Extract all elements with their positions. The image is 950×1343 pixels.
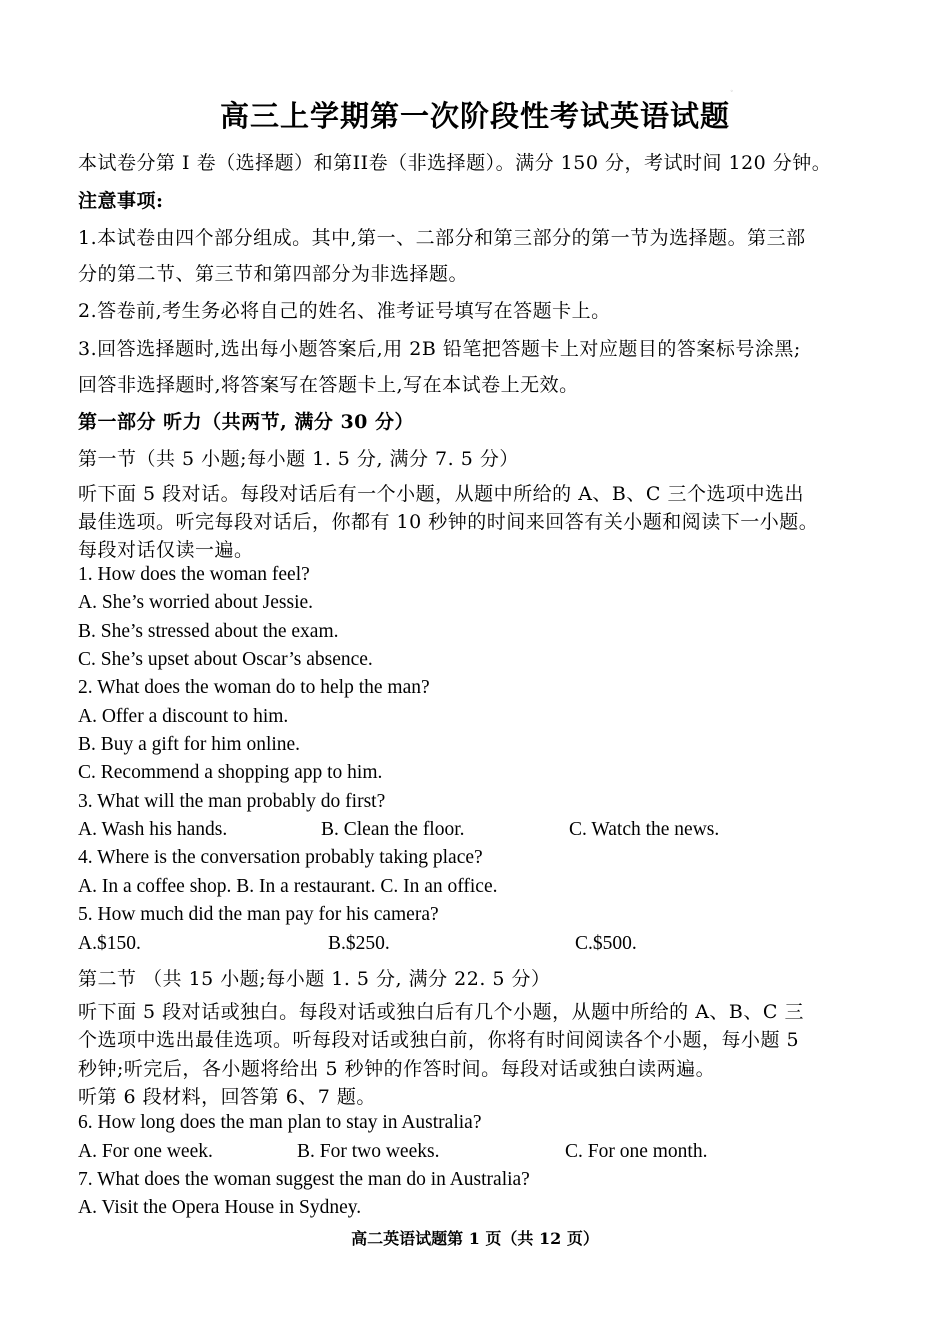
q6-option-b: B. For two weeks.: [297, 1141, 440, 1162]
q5-option-b: B.$250.: [328, 933, 390, 954]
q3-option-b: B. Clean the floor.: [321, 819, 465, 840]
q3-option-c: C. Watch the news.: [569, 819, 720, 840]
q1-option-c: C. She’s upset about Oscar’s absence.: [78, 649, 373, 670]
section1-instr-3: 每段对话仅读一遍。: [78, 539, 254, 561]
section1-instr-1: 听下面 5 段对话。每段对话后有一个小题，从题中所给的 A、B、C 三个选项中选出: [78, 483, 804, 505]
note-2: 2.答卷前,考生务必将自己的姓名、准考证号填写在答题卡上。: [78, 300, 611, 322]
section2-instr-3: 秒钟;听完后，各小题将给出 5 秒钟的作答时间。每段对话或独白读两遍。: [78, 1058, 716, 1080]
note-1-line-1: 1.本试卷由四个部分组成。其中,第一、二部分和第三部分的第一节为选择题。第三部: [78, 227, 806, 249]
q4-stem: 4. Where is the conversation probably taking place?: [78, 847, 483, 868]
q3-option-a: A. Wash his hands.: [78, 819, 228, 840]
section2-instr-1: 听下面 5 段对话或独白。每段对话或独白后有几个小题，从题中所给的 A、B、C 三: [78, 1001, 804, 1023]
note-3-line-2: 回答非选择题时,将答案写在答题卡上,写在本试卷上无效。: [78, 374, 579, 396]
page-title: 高三上学期第一次阶段性考试英语试题: [219, 99, 730, 133]
q2-option-b: B. Buy a gift for him online.: [78, 734, 301, 755]
q6-stem: 6. How long does the man plan to stay in Australia?: [78, 1112, 482, 1133]
note-3-line-1: 3.回答选择题时,选出每小题答案后,用 2B 铅笔把答题卡上对应题目的答案标号涂黑;: [78, 338, 801, 360]
q1-option-b: B. She’s stressed about the exam.: [78, 621, 339, 642]
q7-stem: 7. What does the woman suggest the man do in Australia?: [78, 1169, 530, 1190]
q4-options: A. In a coffee shop. B. In a restaurant. C. In an office.: [78, 876, 498, 897]
q3-stem: 3. What will the man probably do first?: [78, 791, 386, 812]
q7-option-a: A. Visit the Opera House in Sydney.: [78, 1197, 362, 1218]
exam-intro: 本试卷分第 I 卷（选择题）和第II卷（非选择题）。满分 150 分，考试时间 120 分钟。: [78, 152, 832, 174]
q5-option-a: A.$150.: [78, 933, 141, 954]
section1-instr-2: 最佳选项。听完每段对话后，你都有 10 秒钟的时间来回答有关小题和阅读下一小题。: [78, 511, 819, 533]
q5-stem: 5. How much did the man pay for his camera?: [78, 904, 439, 925]
q2-stem: 2. What does the woman do to help the man?: [78, 677, 430, 698]
section1-heading: 第一节（共 5 小题;每小题 1. 5 分, 满分 7. 5 分）: [78, 448, 519, 470]
q1-stem: 1. How does the woman feel?: [78, 564, 310, 585]
page-footer: 高二英语试题第 1 页（共 12 页）: [351, 1229, 599, 1248]
section2-heading: 第二节 （共 15 小题;每小题 1. 5 分, 满分 22. 5 分）: [78, 968, 551, 990]
material-6-heading: 听第 6 段材料，回答第 6、7 题。: [78, 1086, 376, 1108]
note-1-line-2: 分的第二节、第三节和第四部分为非选择题。: [78, 263, 469, 285]
q5-option-c: C.$500.: [575, 933, 637, 954]
q6-option-c: C. For one month.: [565, 1141, 708, 1162]
q2-option-a: A. Offer a discount to him.: [78, 706, 289, 727]
q2-option-c: C. Recommend a shopping app to him.: [78, 762, 383, 783]
scan-mark: ◦: [730, 88, 734, 95]
part1-heading: 第一部分 听力（共两节, 满分 30 分）: [78, 411, 415, 433]
q6-option-a: A. For one week.: [78, 1141, 213, 1162]
section2-instr-2: 个选项中选出最佳选项。听每段对话或独白前，你将有时间阅读各个小题，每小题 5: [78, 1029, 800, 1051]
q1-option-a: A. She’s worried about Jessie.: [78, 592, 314, 613]
notes-heading: 注意事项:: [78, 190, 164, 212]
